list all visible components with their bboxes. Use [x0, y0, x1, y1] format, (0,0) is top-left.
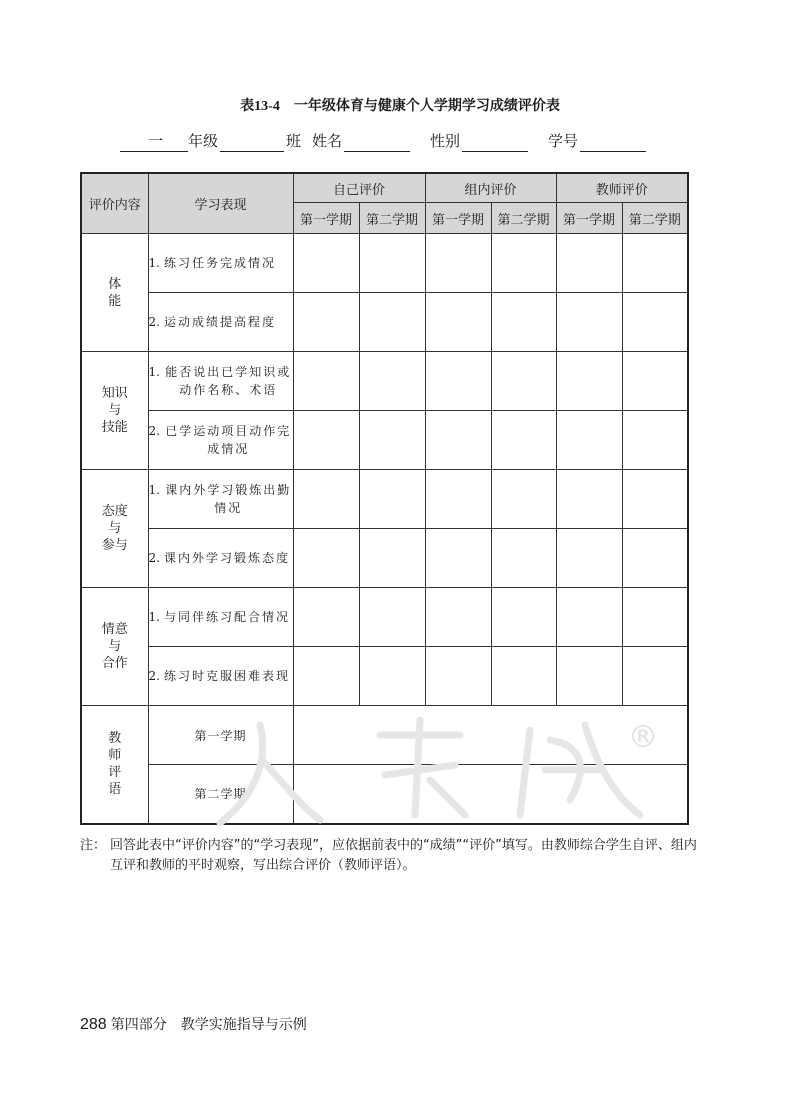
comment-term-label: 第二学期 [148, 765, 293, 824]
score-cell[interactable] [425, 588, 491, 647]
score-cell[interactable] [359, 588, 425, 647]
category-label: 能 [108, 293, 122, 309]
item-number: 1. [148, 483, 160, 497]
table-number: 表13-4 [240, 99, 280, 114]
item-text: 运动成绩提高程度 [163, 315, 276, 329]
item-text: 课内外学习锻炼出勤情况 [165, 483, 292, 515]
item-number: 1. [148, 610, 160, 624]
comment-term-label: 第一学期 [148, 706, 293, 765]
category-label: 与 [108, 403, 122, 418]
score-cell[interactable] [359, 411, 425, 470]
id-field[interactable] [580, 151, 646, 152]
score-cell[interactable] [556, 293, 622, 352]
category-label: 教 [108, 731, 122, 747]
score-cell[interactable] [491, 411, 556, 470]
name-field[interactable] [344, 151, 410, 152]
category-label: 语 [108, 782, 122, 798]
category-label: 态度 [101, 504, 128, 519]
item-number: 2. [148, 669, 160, 683]
registered-mark: ® [628, 720, 658, 755]
score-cell[interactable] [293, 293, 359, 352]
score-cell[interactable] [622, 234, 688, 293]
student-info-line [120, 130, 680, 156]
score-cell[interactable] [556, 647, 622, 706]
note-text: 回答此表中“评价内容”的“学习表现”，应依据前表中的“成绩”“评价”填写。由教师综合学生自评、组内互评和教师的平时观察，写出综合评价（教师评语）。 [110, 838, 697, 873]
header-term: 第二学期 [491, 203, 556, 234]
score-cell[interactable] [556, 588, 622, 647]
score-cell[interactable] [359, 352, 425, 411]
category-label: 与 [108, 639, 122, 654]
score-cell[interactable] [293, 647, 359, 706]
category-cell [81, 470, 148, 588]
item-cell [148, 647, 293, 706]
table-title [0, 95, 800, 115]
score-cell[interactable] [293, 529, 359, 588]
item-text: 练习任务完成情况 [163, 256, 276, 270]
header-content: 评价内容 [81, 173, 148, 234]
item-number: 2. [148, 551, 160, 565]
score-cell[interactable] [359, 647, 425, 706]
category-label: 知识 [101, 386, 128, 401]
score-cell[interactable] [491, 234, 556, 293]
grade-label: 年级 [188, 132, 219, 150]
score-cell[interactable] [425, 647, 491, 706]
score-cell[interactable] [491, 352, 556, 411]
category-label: 情意 [101, 622, 128, 637]
class-label: 班 [286, 132, 302, 150]
score-cell[interactable] [425, 411, 491, 470]
header-performance: 学习表现 [148, 173, 293, 234]
item-number: 2. [148, 424, 160, 438]
score-cell[interactable] [425, 352, 491, 411]
item-cell [148, 352, 293, 411]
table-title-text: 一年级体育与健康个人学期学习成绩评价表 [293, 98, 560, 114]
score-cell[interactable] [556, 470, 622, 529]
page-footer [80, 1014, 307, 1034]
header-teacher-eval: 教师评价 [556, 173, 688, 203]
header-term: 第二学期 [622, 203, 688, 234]
item-number: 1. [148, 365, 160, 379]
item-cell [148, 411, 293, 470]
score-cell[interactable] [293, 234, 359, 293]
header-self-eval: 自己评价 [293, 173, 425, 203]
score-cell[interactable] [293, 411, 359, 470]
category-label: 合作 [101, 656, 128, 671]
score-cell[interactable] [556, 529, 622, 588]
item-cell [148, 529, 293, 588]
category-label: 参与 [101, 538, 128, 553]
score-cell[interactable] [622, 529, 688, 588]
category-label: 与 [108, 521, 122, 536]
teacher-comment-category [81, 706, 148, 824]
score-cell[interactable] [359, 234, 425, 293]
score-cell[interactable] [556, 352, 622, 411]
item-text: 课内外学习锻炼态度 [163, 551, 290, 565]
header-term: 第一学期 [556, 203, 622, 234]
score-cell[interactable] [491, 470, 556, 529]
item-text: 能否说出已学知识或动作名称、术语 [165, 365, 292, 397]
score-cell[interactable] [491, 647, 556, 706]
name-label: 姓名 [312, 132, 343, 150]
score-cell[interactable] [491, 588, 556, 647]
grade-underline [120, 151, 188, 152]
teacher-comment-field[interactable] [293, 706, 688, 765]
gender-field[interactable] [462, 151, 528, 152]
score-cell[interactable] [622, 411, 688, 470]
score-cell[interactable] [622, 293, 688, 352]
header-group-eval: 组内评价 [425, 173, 556, 203]
item-text: 已学运动项目动作完成情况 [165, 424, 292, 456]
category-label: 评 [108, 765, 122, 781]
evaluation-table [80, 172, 689, 825]
item-cell [148, 293, 293, 352]
score-cell[interactable] [293, 588, 359, 647]
score-cell[interactable] [491, 293, 556, 352]
category-label: 师 [108, 748, 122, 764]
gender-label: 性别 [430, 132, 461, 150]
score-cell[interactable] [359, 470, 425, 529]
score-cell[interactable] [425, 293, 491, 352]
item-cell [148, 470, 293, 529]
item-number: 1. [148, 256, 160, 270]
score-cell[interactable] [293, 352, 359, 411]
score-cell[interactable] [556, 411, 622, 470]
table-note [80, 836, 700, 876]
score-cell[interactable] [293, 470, 359, 529]
class-field[interactable] [220, 151, 284, 152]
teacher-comment-field[interactable] [293, 765, 688, 824]
score-cell[interactable] [556, 234, 622, 293]
item-text: 与同伴练习配合情况 [163, 610, 290, 624]
grade-value: 一 [148, 132, 164, 150]
score-cell[interactable] [425, 470, 491, 529]
item-cell [148, 588, 293, 647]
category-cell [81, 234, 148, 352]
item-number: 2. [148, 315, 160, 329]
item-cell [148, 234, 293, 293]
score-cell[interactable] [622, 470, 688, 529]
score-cell[interactable] [491, 529, 556, 588]
score-cell[interactable] [622, 352, 688, 411]
category-label: 技能 [101, 420, 128, 435]
category-cell [81, 588, 148, 706]
note-label: 注： [80, 838, 107, 853]
footer-section: 第四部分 教学实施指导与示例 [110, 1017, 307, 1033]
page-number: 288 [80, 1016, 107, 1033]
score-cell[interactable] [359, 293, 425, 352]
header-term: 第二学期 [359, 203, 425, 234]
category-cell [81, 352, 148, 470]
item-text: 练习时克服困难表现 [163, 669, 290, 683]
header-term: 第一学期 [293, 203, 359, 234]
header-term: 第一学期 [425, 203, 491, 234]
score-cell[interactable] [622, 647, 688, 706]
category-label: 体 [108, 276, 122, 292]
score-cell[interactable] [425, 529, 491, 588]
score-cell[interactable] [359, 529, 425, 588]
score-cell[interactable] [425, 234, 491, 293]
id-label: 学号 [548, 132, 579, 150]
score-cell[interactable] [622, 588, 688, 647]
